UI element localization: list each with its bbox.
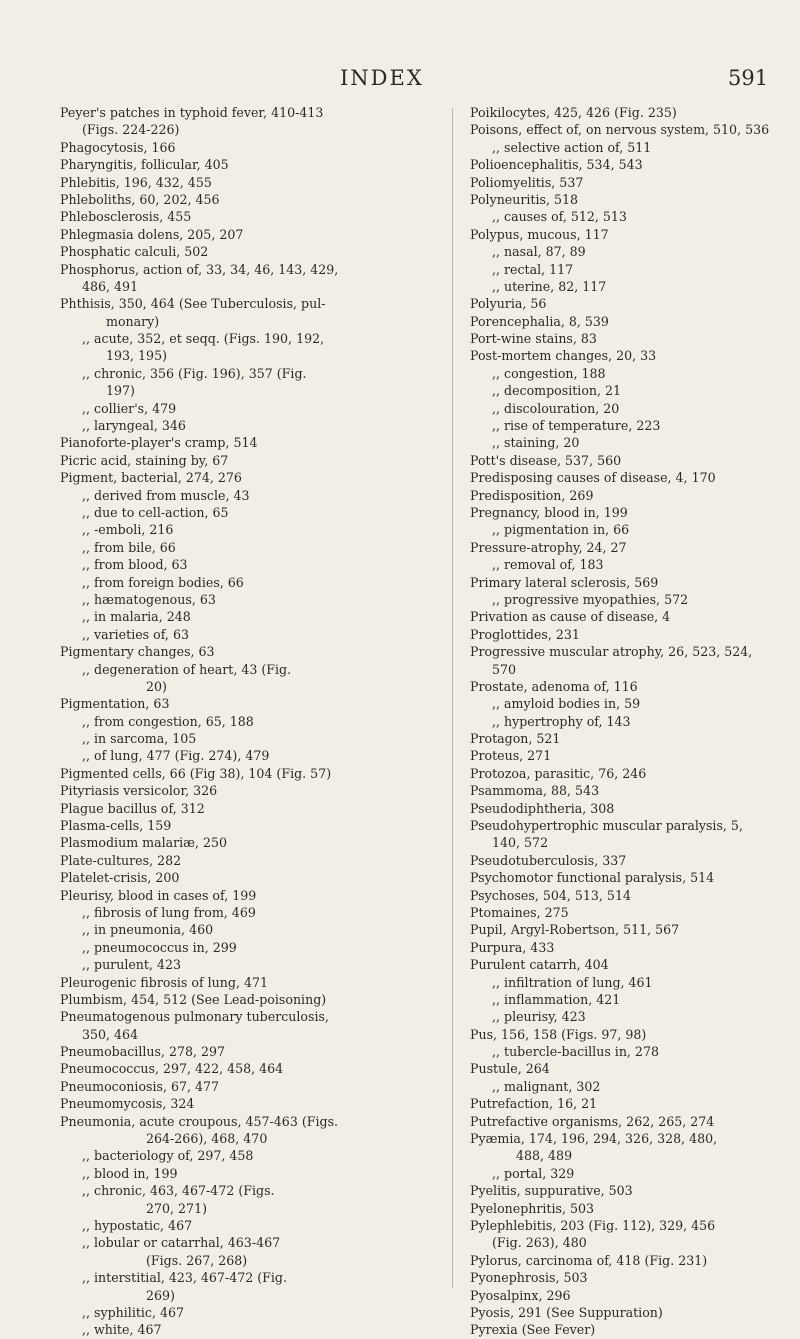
index-entry: Psammoma, 88, 543	[470, 783, 600, 799]
index-entry: monary)	[106, 313, 160, 329]
index-entry: ,, varieties of, 63	[82, 626, 189, 642]
index-entry: Pylephlebitis, 203 (Fig. 112), 329, 456	[470, 1218, 716, 1233]
index-entry: ,, amyloid bodies in, 59	[492, 696, 641, 712]
index-entry: ,, interstitial, 423, 467-472 (Fig.	[82, 1270, 287, 1286]
index-entry: 486, 491	[82, 278, 139, 294]
index-entry: ,, collier's, 479	[82, 400, 177, 416]
index-entry: ,, lobular or catarrhal, 463-467	[82, 1235, 281, 1251]
index-entry: ,, from foreign bodies, 66	[82, 574, 244, 590]
index-entry: Pneumonia, acute croupous, 457-463 (Figs.	[60, 1113, 339, 1129]
index-entry: Peyer's patches in typhoid fever, 410-413	[60, 105, 324, 120]
index-entry: ,, chronic, 356 (Fig. 196), 357 (Fig.	[82, 365, 307, 381]
index-entry: Pott's disease, 537, 560	[470, 452, 622, 468]
index-entry: 270, 271)	[146, 1200, 207, 1216]
index-entry: ,, decomposition, 21	[492, 383, 622, 399]
index-entry: ,, tubercle-bacillus in, 278	[492, 1044, 659, 1060]
index-entry: Poikilocytes, 425, 426 (Fig. 235)	[470, 105, 677, 120]
index-entry: 197)	[106, 383, 135, 399]
index-entry: Protozoa, parasitic, 76, 246	[470, 765, 647, 781]
index-entry: Pneumococcus, 297, 422, 458, 464	[60, 1061, 284, 1077]
index-entry: Pustule, 264	[470, 1061, 550, 1077]
index-entry: Picric acid, staining by, 67	[60, 452, 229, 468]
index-entry: Pyæmia, 174, 196, 294, 326, 328, 480,	[470, 1131, 718, 1147]
index-entry: ,, inflammation, 421	[492, 991, 621, 1007]
index-entry: Pharyngitis, follicular, 405	[60, 157, 229, 173]
index-entry: ,, white, 467	[82, 1322, 162, 1338]
index-entry: ,, rectal, 117	[492, 261, 574, 277]
index-entry: ,, -emboli, 216	[82, 522, 174, 538]
index-entry: ,, bacteriology of, 297, 458	[82, 1148, 254, 1164]
index-entry: 488, 489	[516, 1148, 573, 1164]
index-column-right	[470, 104, 790, 1339]
page-header	[0, 66, 800, 96]
index-entry: Phagocytosis, 166	[60, 139, 176, 155]
index-entry: ,, discolouration, 20	[492, 400, 620, 416]
index-entry: 269)	[146, 1287, 175, 1303]
index-entry: ,, acute, 352, et seqq. (Figs. 190, 192,	[82, 331, 325, 347]
index-entry: (Figs. 267, 268)	[146, 1252, 248, 1268]
index-entry: ,, from congestion, 65, 188	[82, 713, 254, 729]
index-entry: ,, from bile, 66	[82, 539, 176, 555]
index-entry: (Figs. 224-226)	[82, 122, 180, 138]
index-entry: ,, infiltration of lung, 461	[492, 974, 653, 990]
index-entry: Polyuria, 56	[470, 296, 547, 312]
index-entry: ,, fibrosis of lung from, 469	[82, 904, 256, 920]
index-entry: Psychomotor functional paralysis, 514	[470, 870, 715, 886]
index-entry: Phleboliths, 60, 202, 456	[60, 191, 220, 207]
index-entry: Pneumobacillus, 278, 297	[60, 1044, 226, 1060]
index-entry: Plumbism, 454, 512 (See Lead-poisoning)	[60, 991, 327, 1007]
index-entry: ,, pleurisy, 423	[492, 1009, 586, 1025]
index-entry: ,, selective action of, 511	[492, 139, 652, 155]
index-entry: Pseudohypertrophic muscular paralysis, 5,	[470, 818, 743, 834]
index-entry: ,, nasal, 87, 89	[492, 244, 586, 260]
index-entry: Pupil, Argyl-Robertson, 511, 567	[470, 922, 680, 938]
index-entry: Phthisis, 350, 464 (See Tuberculosis, pul-	[60, 296, 326, 312]
index-entry: Pityriasis versicolor, 326	[60, 783, 218, 799]
index-entry: Poliomyelitis, 537	[470, 174, 584, 190]
index-entry: Phlebosclerosis, 455	[60, 209, 192, 225]
index-entry: ,, uterine, 82, 117	[492, 278, 607, 294]
index-entry: Pylorus, carcinoma of, 418 (Fig. 231)	[470, 1252, 708, 1268]
index-entry: ,, blood in, 199	[82, 1165, 178, 1181]
index-entry: ,, in pneumonia, 460	[82, 922, 214, 938]
index-entry: Primary lateral sclerosis, 569	[470, 574, 659, 590]
index-entry: ,, laryngeal, 346	[82, 418, 186, 434]
index-entry: ,, in malaria, 248	[82, 609, 191, 625]
page-number: 591	[728, 66, 769, 90]
index-entry: Polioencephalitis, 534, 543	[470, 157, 643, 173]
index-entry: Pyelonephritis, 503	[470, 1200, 595, 1216]
index-entry: ,, hypostatic, 467	[82, 1218, 193, 1233]
index-entry: ,, pneumococcus in, 299	[82, 939, 237, 955]
index-entry: ,, removal of, 183	[492, 557, 604, 573]
index-entry: Psychoses, 504, 513, 514	[470, 887, 631, 903]
index-entry: ,, hypertrophy of, 143	[492, 713, 631, 729]
index-entry: 264-266), 468, 470	[146, 1131, 268, 1147]
index-entry: ,, chronic, 463, 467-472 (Figs.	[82, 1183, 275, 1199]
index-entry: Privation as cause of disease, 4	[470, 609, 671, 625]
index-entry: 193, 195)	[106, 348, 167, 364]
index-entry: ,, malignant, 302	[492, 1078, 601, 1094]
index-entry: Prostate, adenoma of, 116	[470, 678, 638, 694]
index-entry: (Fig. 263), 480	[492, 1235, 587, 1251]
index-entry: Pneumomycosis, 324	[60, 1096, 195, 1112]
index-entry: 350, 464	[82, 1026, 139, 1042]
index-entry: ,, derived from muscle, 43	[82, 487, 250, 503]
index-entry: Pianoforte-player's cramp, 514	[60, 435, 258, 451]
index-entry: ,, of lung, 477 (Fig. 274), 479	[82, 748, 270, 764]
index-entry: Pressure-atrophy, 24, 27	[470, 539, 627, 555]
index-entry: Phosphatic calculi, 502	[60, 244, 209, 260]
index-entry: Phosphorus, action of, 33, 34, 46, 143, 429,	[60, 261, 339, 277]
index-entry: Plate-cultures, 282	[60, 852, 182, 868]
index-entry: Phlebitis, 196, 432, 455	[60, 174, 212, 190]
index-entry: Pyrexia (See Fever)	[470, 1322, 596, 1338]
index-entry: Pregnancy, blood in, 199	[470, 504, 628, 520]
index-entry: 140, 572	[492, 835, 549, 851]
index-entry: Pigment, bacterial, 274, 276	[60, 470, 242, 486]
index-entry: ,, from blood, 63	[82, 557, 188, 573]
index-entry: ,, syphilitic, 467	[82, 1304, 185, 1320]
index-entry: Proglottides, 231	[470, 626, 580, 642]
index-entry: Pneumatogenous pulmonary tuberculosis,	[60, 1009, 329, 1025]
index-entry: Pneumoconiosis, 67, 477	[60, 1078, 220, 1094]
index-entry: Post-mortem changes, 20, 33	[470, 348, 657, 364]
index-entry: ,, progressive myopathies, 572	[492, 591, 689, 607]
index-entry: 20)	[146, 678, 167, 694]
index-entry: ,, due to cell-action, 65	[82, 504, 229, 520]
index-entry: ,, portal, 329	[492, 1165, 575, 1181]
index-entry: Pigmentary changes, 63	[60, 644, 215, 660]
index-entry: ,, purulent, 423	[82, 957, 182, 973]
index-entry: ,, congestion, 188	[492, 365, 606, 381]
index-entry: ,, degeneration of heart, 43 (Fig.	[82, 661, 292, 677]
index-entry: Pleurogenic fibrosis of lung, 471	[60, 974, 268, 990]
index-entry: Pyosis, 291 (See Suppuration)	[470, 1304, 663, 1320]
index-entry: Predisposition, 269	[470, 487, 594, 503]
index-entry: Poisons, effect of, on nervous system, 510, 536	[470, 122, 770, 138]
index-entry: Purulent catarrh, 404	[470, 957, 609, 973]
index-entry: Port-wine stains, 83	[470, 331, 597, 347]
index-entry: Putrefaction, 16, 21	[470, 1096, 598, 1112]
index-entry: ,, pigmentation in, 66	[492, 522, 630, 538]
index-entry: ,, staining, 20	[492, 435, 580, 451]
index-entry: Pseudotuberculosis, 337	[470, 852, 627, 868]
index-entry: Ptomaines, 275	[470, 904, 569, 920]
index-entry: Polyneuritis, 518	[470, 191, 579, 207]
index-entry: Predisposing causes of disease, 4, 170	[470, 470, 716, 486]
index-entry: Plasmodium malariæ, 250	[60, 835, 228, 851]
index-entry: Proteus, 271	[470, 748, 552, 764]
column-divider	[452, 108, 453, 1288]
index-column-left	[60, 104, 450, 1339]
page-title: INDEX	[340, 66, 424, 90]
index-entry: ,, in sarcoma, 105	[82, 731, 197, 747]
index-entry: Purpura, 433	[470, 939, 555, 955]
index-entry: Pyelitis, suppurative, 503	[470, 1183, 633, 1199]
index-entry: Pyonephrosis, 503	[470, 1270, 588, 1286]
index-entry: Pigmented cells, 66 (Fig 38), 104 (Fig. 57)	[60, 765, 332, 781]
index-entry: ,, hæmatogenous, 63	[82, 591, 216, 607]
index-entry: Pseudodiphtheria, 308	[470, 800, 615, 816]
index-entry: Pyosalpinx, 296	[470, 1287, 571, 1303]
index-entry: Pleurisy, blood in cases of, 199	[60, 887, 257, 903]
index-entry: ,, causes of, 512, 513	[492, 209, 627, 225]
index-entry: Pigmentation, 63	[60, 696, 170, 712]
index-entry: Polypus, mucous, 117	[470, 226, 609, 242]
index-entry: 570	[492, 661, 517, 677]
index-entry: Plague bacillus of, 312	[60, 800, 205, 816]
index-entry: Plasma-cells, 159	[60, 818, 172, 834]
index-entry: Putrefactive organisms, 262, 265, 274	[470, 1113, 715, 1129]
index-entry: Platelet-crisis, 200	[60, 870, 180, 886]
index-entry: ,, rise of temperature, 223	[492, 418, 661, 434]
index-entry: Protagon, 521	[470, 731, 561, 747]
index-entry: Progressive muscular atrophy, 26, 523, 524,	[470, 644, 753, 660]
index-entry: Porencephalia, 8, 539	[470, 313, 609, 329]
index-entry: Pus, 156, 158 (Figs. 97, 98)	[470, 1026, 647, 1042]
index-entry: Phlegmasia dolens, 205, 207	[60, 226, 244, 242]
